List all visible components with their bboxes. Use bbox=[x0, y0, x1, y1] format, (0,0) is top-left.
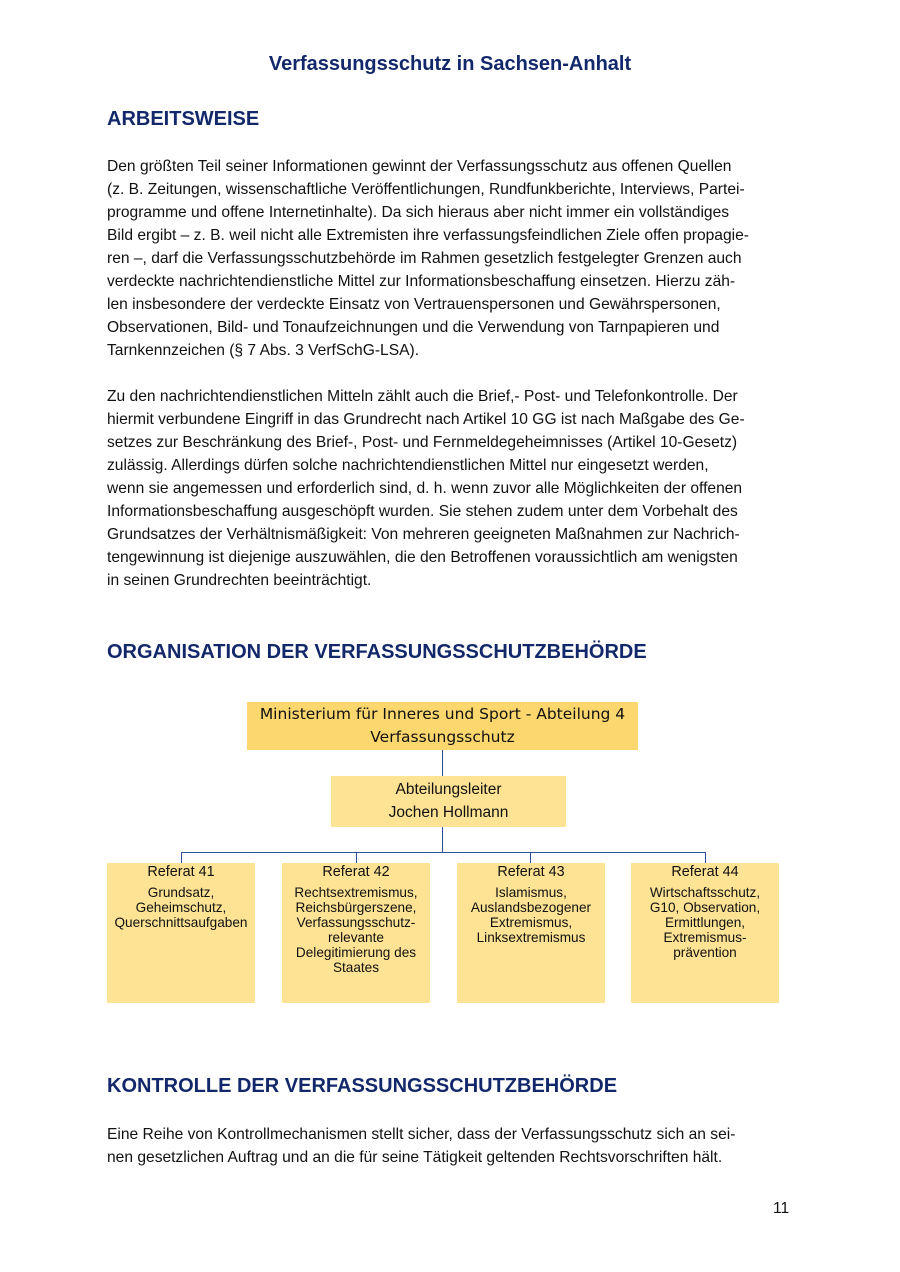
text-line: len insbesondere der verdeckte Einsatz von Vertrauenspersonen und Gewährspersonen, bbox=[107, 296, 721, 313]
text-line: wenn sie angemessen und erforderlich sind, d. h. wenn zuvor alle Möglichkeiten der offenen bbox=[107, 480, 743, 497]
referat-title: Referat 44 bbox=[671, 864, 739, 880]
text-line: Zu den nachrichtendienstlichen Mitteln zählt auch die Brief,- Post- und Telefonkontrolle. Der bbox=[107, 388, 738, 405]
text-line: nen gesetzlichen Auftrag und an die für seine Tätigkeit geltenden Rechtsvorschriften hält. bbox=[107, 1149, 723, 1166]
referat-title: Referat 41 bbox=[147, 864, 215, 880]
referat-line: Geheimschutz, bbox=[135, 900, 227, 915]
text-line: setzes zur Beschränkung des Brief-, Post- und Fernmeldegeheimnisses (Artikel 10-Gesetz) bbox=[107, 434, 738, 451]
page-number: 11 bbox=[773, 1200, 790, 1217]
text-line: ren –, darf die Verfassungsschutzbehörde im Rahmen gesetzlich festgelegter Grenzen auch bbox=[107, 250, 742, 267]
referat-line: Grundsatz, bbox=[147, 885, 215, 900]
referat-line: Wirtschaftsschutz, bbox=[649, 885, 761, 900]
referat-line: Auslandsbezogener bbox=[470, 900, 592, 915]
text-line: Den größten Teil seiner Informationen gewinnt der Verfassungsschutz aus offenen Quellen bbox=[107, 158, 732, 175]
referat-line: relevante bbox=[328, 930, 384, 945]
paragraph-kontrolle bbox=[107, 1123, 797, 1169]
org-box-head-line2: Jochen Hollmann bbox=[388, 804, 509, 821]
referat-line: prävention bbox=[673, 945, 737, 960]
connector-line bbox=[442, 750, 443, 776]
paragraph-arbeitsweise-2 bbox=[107, 385, 797, 592]
connector-line bbox=[181, 852, 706, 853]
text-line: tengewinnung ist diejenige auszuwählen, die den Betroffenen voraussichtlich am wenigsten bbox=[107, 549, 738, 566]
text-line: Tarnkennzeichen (§ 7 Abs. 3 VerfSchG-LSA). bbox=[107, 342, 420, 359]
org-box-head-line1: Abteilungsleiter bbox=[395, 781, 502, 798]
text-line: Informationsbeschaffung ausgeschöpft wurden. Sie stehen zudem unter dem Vorbehalt des bbox=[107, 503, 738, 520]
org-box-referat-41 bbox=[107, 863, 255, 1003]
referat-line: Islamismus, bbox=[495, 885, 567, 900]
connector-line bbox=[705, 852, 706, 863]
referat-line: Reichsbürgerszene, bbox=[295, 900, 417, 915]
org-box-referat-44 bbox=[631, 863, 779, 1003]
text-line: Observationen, Bild- und Tonaufzeichnungen und die Verwendung von Tarnpapieren und bbox=[107, 319, 720, 336]
text-line: (z. B. Zeitungen, wissenschaftliche Veröffentlichungen, Rundfunkberichte, Interviews, Partei- bbox=[107, 181, 745, 198]
referat-line: Extremismus- bbox=[663, 930, 747, 945]
text-line: zulässig. Allerdings dürfen solche nachrichtendienstlichen Mittel nur eingesetzt werden, bbox=[107, 457, 709, 474]
text-line: Bild ergibt – z. B. weil nicht alle Extremisten ihre verfassungsfeindlichen Ziele offen propagie- bbox=[107, 227, 749, 244]
referat-title: Referat 42 bbox=[322, 864, 390, 880]
connector-line bbox=[530, 852, 531, 863]
org-box-ministry-line1: Ministerium für Inneres und Sport - Abteilung 4 bbox=[259, 705, 626, 723]
text-line: hiermit verbundene Eingriff in das Grundrecht nach Artikel 10 GG ist nach Maßgabe des Ge- bbox=[107, 411, 745, 428]
connector-line bbox=[356, 852, 357, 863]
page-title: Verfassungsschutz in Sachsen-Anhalt bbox=[268, 53, 632, 75]
text-line: verdeckte nachrichtendienstliche Mittel zur Informationsbeschaffung einsetzen. Hierzu zäh- bbox=[107, 273, 736, 290]
org-box-referat-42 bbox=[282, 863, 430, 1003]
text-line: Grundsatzes der Verhältnismäßigkeit: Von mehreren geeigneten Maßnahmen zur Nachrich- bbox=[107, 526, 740, 543]
connector-line bbox=[181, 852, 182, 863]
heading-kontrolle: KONTROLLE DER VERFASSUNGSSCHUTZBEHÖRDE bbox=[107, 1075, 618, 1097]
referat-line: Staates bbox=[332, 960, 380, 975]
referat-line: Verfassungsschutz- bbox=[296, 915, 416, 930]
referat-title: Referat 43 bbox=[497, 864, 565, 880]
heading-organisation: ORGANISATION DER VERFASSUNGSSCHUTZBEHÖRDE bbox=[107, 641, 647, 663]
org-box-ministry bbox=[247, 702, 638, 750]
referat-line: Linksextremismus bbox=[476, 930, 586, 945]
referat-line: Querschnittsaufgaben bbox=[114, 915, 248, 930]
referat-line: Extremismus, bbox=[489, 915, 573, 930]
text-line: programme und offene Internetinhalte). Da sich hieraus aber nicht immer ein vollständiges bbox=[107, 204, 730, 221]
org-box-ministry-line2: Verfassungsschutz bbox=[370, 728, 515, 746]
text-line: in seinen Grundrechten beeinträchtigt. bbox=[107, 572, 372, 589]
paragraph-arbeitsweise-1 bbox=[107, 155, 797, 362]
referat-line: Ermittlungen, bbox=[664, 915, 746, 930]
org-box-department-head bbox=[331, 776, 566, 827]
text-line: Eine Reihe von Kontrollmechanismen stellt sicher, dass der Verfassungsschutz sich an sei- bbox=[107, 1126, 736, 1143]
connector-line bbox=[442, 827, 443, 852]
org-box-referat-43 bbox=[457, 863, 605, 1003]
referat-line: Delegitimierung des bbox=[295, 945, 417, 960]
heading-arbeitsweise: ARBEITSWEISE bbox=[107, 108, 260, 130]
referat-line: Rechtsextremismus, bbox=[294, 885, 418, 900]
referat-line: G10, Observation, bbox=[649, 900, 761, 915]
